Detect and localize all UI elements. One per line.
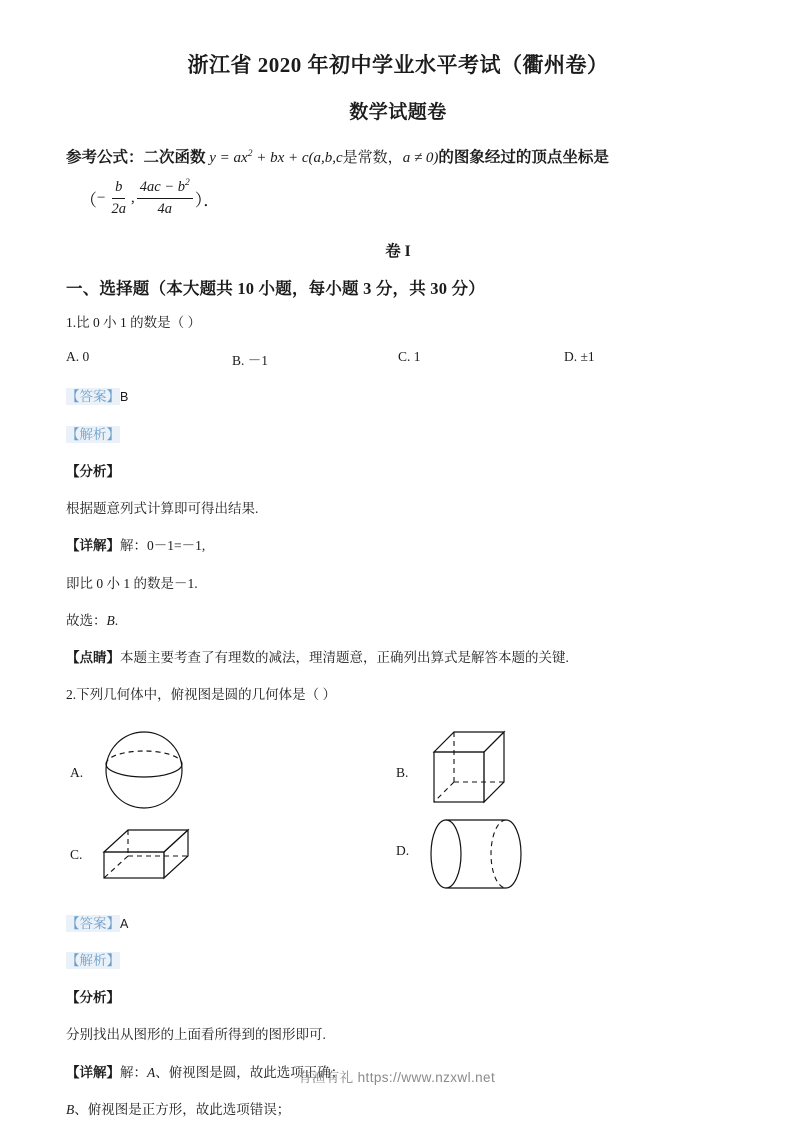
vertex-close-paren: ）． xyxy=(194,190,221,210)
vertex-minus-sign: − xyxy=(97,189,106,206)
page-subtitle: 数学试题卷 xyxy=(349,102,447,124)
sphere-figure xyxy=(94,722,194,818)
question-2-option-d[interactable] xyxy=(396,810,540,900)
question-2-stem: 2.下列几何体中，俯视图是圆的几何体是（ ） xyxy=(66,687,336,703)
vertex-coordinate-formula xyxy=(80,177,730,219)
question-1-options xyxy=(66,349,730,369)
option-d-key: D. xyxy=(564,349,578,365)
answer-value: A xyxy=(120,916,129,931)
reference-formula-suffix: 的图象经过的顶点坐标是 xyxy=(438,149,609,167)
dianjing-text: 本题主要考查了有理数的减法，理清题意，正确列出算式是解答本题的关键. xyxy=(120,650,569,666)
option-c-key: C. xyxy=(398,349,411,365)
figure-c-label: C. xyxy=(70,846,83,862)
vertex-open-paren: （ xyxy=(80,190,97,210)
question-2-answer xyxy=(66,914,730,934)
xiangjie-text-1: 解：0－1=－1, xyxy=(120,538,206,554)
option-c[interactable] xyxy=(398,349,564,369)
option-b-key: B. xyxy=(232,353,245,369)
question-2-option-a[interactable] xyxy=(70,722,194,818)
vertex-comma: , xyxy=(130,189,135,206)
reference-formula-prefix: 参考公式：二次函数 xyxy=(66,149,206,167)
vertex-y-fraction xyxy=(137,178,193,217)
figure-b-label: B. xyxy=(396,764,409,780)
figure-a-label: A. xyxy=(70,764,84,780)
option-d-text: ±1 xyxy=(580,349,595,365)
question-2-fenxi-tag xyxy=(66,988,730,1008)
xiangjie-text-a: 解：A、俯视图是圆，故此选项正确； xyxy=(120,1064,345,1080)
option-a-text: 0 xyxy=(82,349,90,365)
answer-value: B xyxy=(120,390,129,405)
question-2-option-b[interactable] xyxy=(396,722,520,818)
question-1-answer xyxy=(66,387,730,407)
question-1-xiangjie-line-2: 即比 0 小 1 的数是－1. xyxy=(66,575,198,591)
question-1-xiangjie-line-1 xyxy=(66,536,730,556)
option-b-marker: B xyxy=(66,1101,75,1117)
paper-section-label: 卷 I xyxy=(385,243,411,261)
vertex-x-numerator: b xyxy=(112,178,125,198)
question-1-stem: 1.比 0 小 1 的数是（ ） xyxy=(66,315,201,331)
option-b-text: －1 xyxy=(247,353,269,369)
xiangjie-tag: 【详解】 xyxy=(66,1064,120,1080)
fenxi-tag: 【分析】 xyxy=(66,990,120,1006)
question-1-xiangjie-line-3: 故选：B. xyxy=(66,612,119,628)
answer-tag: 【答案】 xyxy=(66,389,120,405)
question-2-option-c[interactable] xyxy=(70,818,204,898)
document-content xyxy=(66,52,730,1137)
option-c-text: 1 xyxy=(413,349,421,365)
vertex-x-fraction xyxy=(108,178,129,217)
question-1-fenxi-text: 根据题意列式计算即可得出结果. xyxy=(66,501,259,517)
page-title: 浙江省 2020 年初中学业水平考试（衢州卷） xyxy=(187,53,609,77)
option-a-key: A. xyxy=(66,349,80,365)
cylinder-figure xyxy=(420,810,540,900)
question-2-fenxi-text: 分别找出从图形的上面看所得到的图形即可. xyxy=(66,1027,326,1043)
vertex-x-denominator: 2a xyxy=(111,200,126,217)
answer-tag: 【答案】 xyxy=(66,915,120,931)
option-d[interactable] xyxy=(564,349,730,369)
cube-figure xyxy=(420,722,520,818)
jiexi-tag: 【解析】 xyxy=(66,426,120,442)
dianjing-tag: 【点睛】 xyxy=(66,650,120,666)
reference-formula-equation: $y = ax^2$ + bx + c(a,b,c是常数，a ≠ 0) xyxy=(205,149,439,167)
question-2-figures xyxy=(66,722,730,908)
question-1-dianjing xyxy=(66,648,730,668)
question-2-xiangjie-line-2 xyxy=(66,1100,730,1120)
question-1-jiexi xyxy=(66,425,730,445)
figure-d-label: D. xyxy=(396,842,410,858)
vertex-y-denominator: 4a xyxy=(157,200,172,217)
fenxi-tag: 【分析】 xyxy=(66,463,120,479)
cuboid-figure xyxy=(94,818,204,898)
section-heading: 一、选择题（本大题共 10 小题，每小题 3 分，共 30 分） xyxy=(66,279,485,299)
reference-formula-line xyxy=(66,146,730,171)
option-a[interactable] xyxy=(66,349,232,369)
jiexi-tag: 【解析】 xyxy=(66,952,120,968)
xiangjie-text-b: 、俯视图是正方形，故此选项错误； xyxy=(74,1101,291,1117)
footer-watermark: 有渔有礼 https://www.nzxwl.net xyxy=(297,1070,496,1085)
question-2-jiexi xyxy=(66,951,730,971)
option-b[interactable] xyxy=(232,349,398,369)
xiangjie-tag: 【详解】 xyxy=(66,538,120,554)
vertex-y-numerator: $4ac - b^2$ xyxy=(137,178,193,198)
question-1-fenxi-tag xyxy=(66,462,730,482)
